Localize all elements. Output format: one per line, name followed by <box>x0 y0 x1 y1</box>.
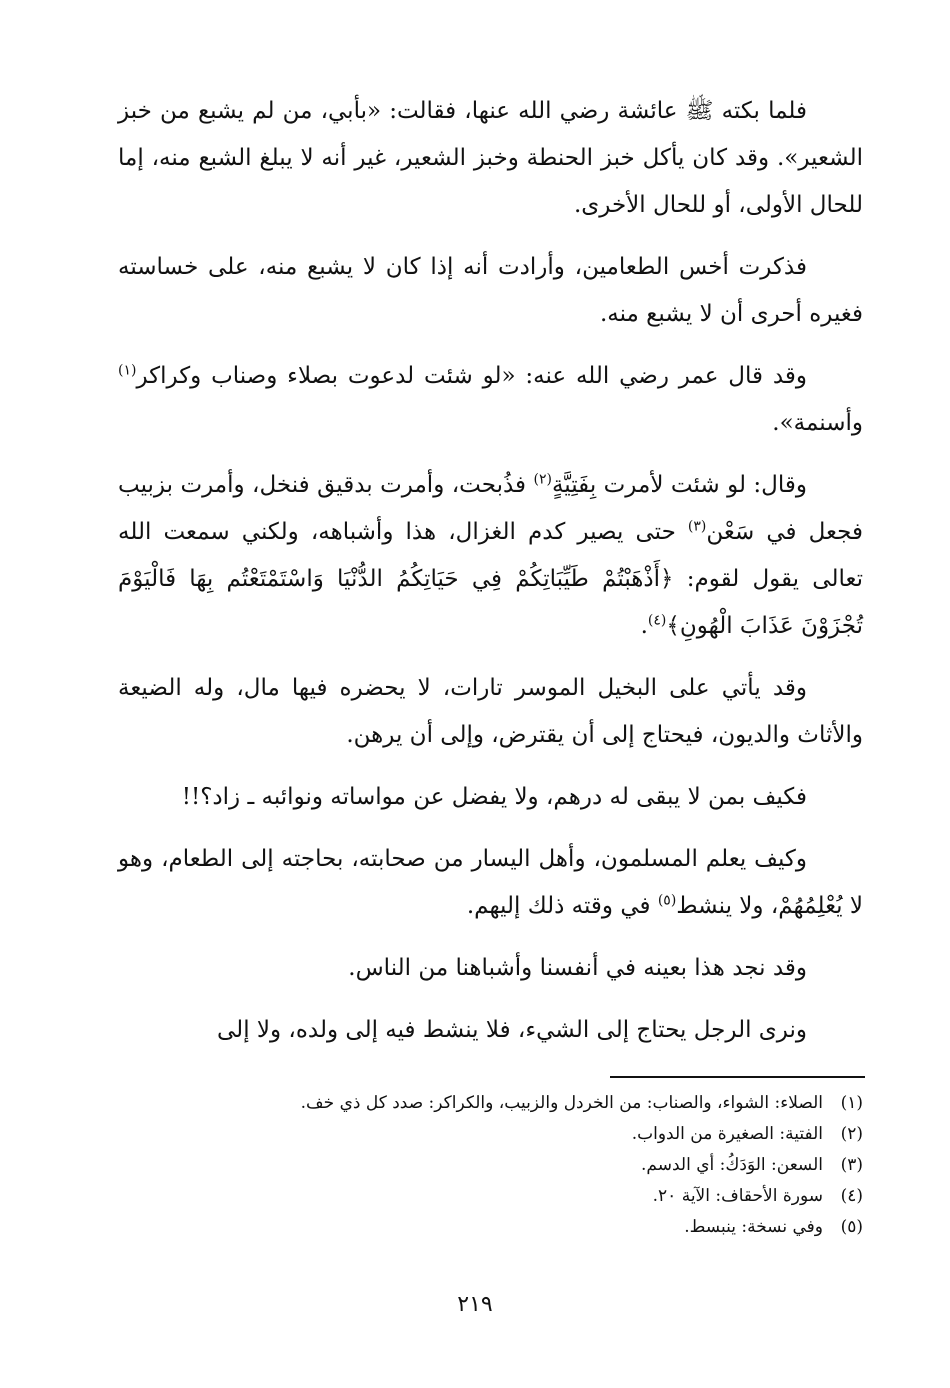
paragraph-text: وقال: لو شئت لأمرت بِفَتِيَّةٍ <box>551 472 807 498</box>
footnote-number: (١) <box>840 1093 863 1113</box>
paragraph-text: وأسنمة». <box>772 410 863 436</box>
footnote-text: وفي نسخة: ينبسط. <box>684 1217 823 1237</box>
footnote-number: (٥) <box>840 1217 863 1237</box>
paragraph-text: في وقته ذلك إليهم. <box>466 893 658 919</box>
paragraph-8 <box>118 945 863 992</box>
main-text <box>118 88 863 1069</box>
paragraph-text: فذكرت أخس الطعامين، وأرادت أنه إذا كان لا يشبع منه، على خساسته فغيره أحرى أن لا يشبع منه. <box>118 254 863 327</box>
paragraph-6 <box>118 774 863 821</box>
footnote-text: الصلاء: الشواء، والصناب: من الخردل والزبيب، والكراكر: صدد كل ذي خف. <box>300 1093 823 1113</box>
footnote-ref-4[interactable]: (٤) <box>647 612 667 629</box>
paragraph-3 <box>118 353 863 447</box>
footnotes <box>118 1088 863 1243</box>
paragraph-7 <box>118 836 863 930</box>
quran-verse: ﴿أَذْهَبْتُمْ طَيِّبَاتِكُمْ فِي حَيَاتِكُمُ الدُّنْيَا وَاسْتَمْتَعْتُم بِهَا فَالْيَوْمَ تُجْزَوْنَ عَذَابَ الْهُونِ﴾ <box>118 566 863 639</box>
paragraph-text: وقد قال عمر رضي الله عنه: «لو شئت لدعوت بصلاء وصناب وكراكر <box>136 363 807 389</box>
footnote-2 <box>118 1119 863 1150</box>
paragraph-text: فذُبحت، وأمرت بدقيق فنخل، وأمرت بزبيب فجعل في سَعْن <box>118 472 863 545</box>
footnote-3 <box>118 1150 863 1181</box>
paragraph-text: حتى يصير كدم الغزال، هذا وأشباهه، ولكني سمعت الله تعالى يقول لقوم: <box>118 519 863 592</box>
footnote-text: سورة الأحقاف: الآية ٢٠. <box>652 1186 823 1206</box>
footnote-number: (٢) <box>840 1124 863 1144</box>
footnote-ref-2[interactable]: (٢) <box>533 471 552 488</box>
footnote-number: (٣) <box>840 1155 863 1175</box>
footnote-number: (٤) <box>840 1186 863 1206</box>
paragraph-text: وقد يأتي على البخيل الموسر تارات، لا يحضره فيها مال، وله الضيعة والأثاث والديون، فيحتاج إلى أن يقترض، وإلى أن يرهن. <box>118 675 863 748</box>
paragraph-text: . <box>640 613 648 639</box>
footnote-4 <box>118 1181 863 1212</box>
paragraph-4 <box>118 462 863 650</box>
paragraph-5 <box>118 665 863 759</box>
paragraph-1 <box>118 88 863 229</box>
paragraph-text: فلما بكته ﷺ عائشة رضي الله عنها، فقالت: «بأبي، من لم يشبع من خبز الشعير». وقد كان يأكل خبز الحنطة وخبز الشعير، غير أنه لا يبلغ الشبع منه، إما للحال الأولى، أو للحال الأخرى. <box>118 98 863 218</box>
footnote-ref-5[interactable]: (٥) <box>657 892 677 909</box>
paragraph-text: فكيف بمن لا يبقى له درهم، ولا يفضل عن مواساته ونوائبه ـ زاد؟!! <box>181 784 807 810</box>
footnote-separator <box>610 1076 865 1078</box>
paragraph-text: وقد نجد هذا بعينه في أنفسنا وأشباهنا من الناس. <box>348 955 807 981</box>
footnote-ref-3[interactable]: (٣) <box>687 518 707 535</box>
page-number: ٢١٩ <box>457 1292 493 1317</box>
paragraph-text: وكيف يعلم المسلمون، وأهل اليسار من صحابته، بحاجته إلى الطعام، وهو لا يُعْلِمُهُمْ، ولا ينشط <box>118 846 863 919</box>
paragraph-text: ونرى الرجل يحتاج إلى الشيء، فلا ينشط فيه إلى ولده، ولا إلى <box>217 1017 807 1043</box>
footnote-5 <box>118 1212 863 1243</box>
paragraph-2 <box>118 244 863 338</box>
footnote-text: السعن: الوَدَكُ: أي الدسم. <box>641 1155 823 1175</box>
footnote-text: الفتية: الصغيرة من الدواب. <box>631 1124 823 1144</box>
footnote-ref-1[interactable]: (١) <box>118 362 137 379</box>
footnote-1 <box>118 1088 863 1119</box>
paragraph-9 <box>118 1007 863 1054</box>
